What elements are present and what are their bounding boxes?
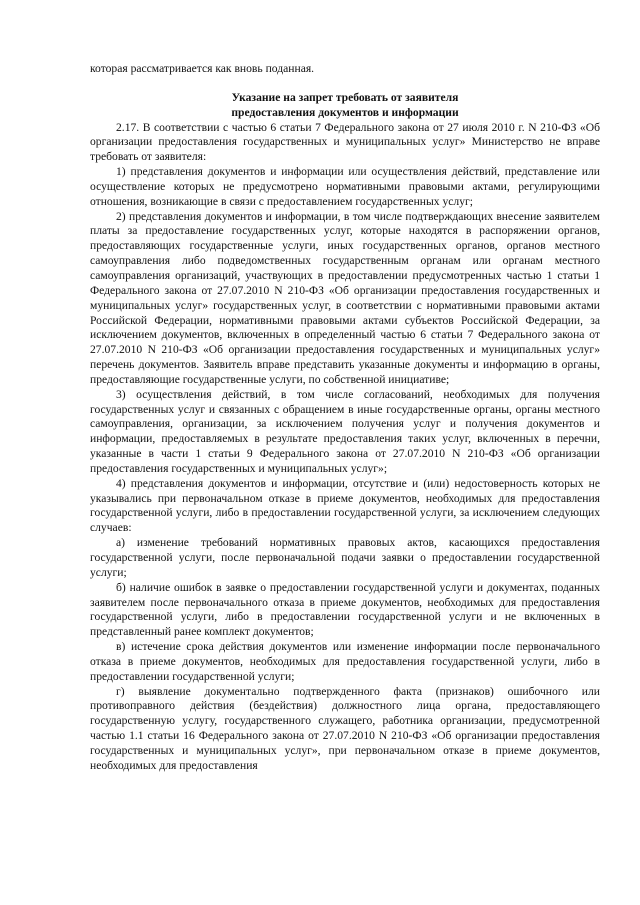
section-heading-line-1: Указание на запрет требовать от заявителя [231,90,459,104]
document-page [90,62,600,774]
lead-fragment: которая рассматривается как вновь поданная. [90,62,315,75]
list-item-4: 4) представления документов и информации, отсутствие и (или) недостоверность которых не указывались при первоначальном отказе в приеме документов, необходимых для предоставления государственной услуги, либо в предоставлении государственной услуги, за исключением следующих случаев: [90,476,600,535]
sub-item-v: в) истечение срока действия документов или изменение информации после первоначального отказа в приеме документов, необходимых для предоставления государственной услуги, либо в предоставлении государственной услуги; [90,640,600,683]
sub-item-b: б) наличие ошибок в заявке о предоставлении государственной услуги и документах, поданных заявителем после первоначального отказа в приеме документов, необходимых для предоставления государственной услуги, либо в предоставлении государственной услуги и не включенных в представленный ранее комплект документов; [90,580,600,639]
paragraph-2-17: 2.17. В соответствии с частью 6 статьи 7 Федерального закона от 27 июля 2010 г. N 210-ФЗ «Об организации предоставления государственных и муниципальных услуг» Министерство не вправе требовать от заявителя: [90,120,600,164]
sub-item-a: а) изменение требований нормативных правовых актов, касающихся предоставления государственной услуги, после первоначальной подачи заявки о предоставлении государственной услуги; [90,536,600,579]
sub-item-g: г) выявление документально подтвержденного факта (признаков) ошибочного или противоправного действия (бездействия) должностного лица органа, предоставляющего государственную услугу, государственного служащего, работника организации, предусмотренной частью 1.1 статьи 16 Федерального закона от 27.07.2010 N 210-ФЗ «Об организации предоставления государственных и муниципальных услуг», при первоначальном отказе в приеме документов, необходимых для предоставления [90,684,600,772]
list-item-3: 3) осуществления действий, в том числе согласований, необходимых для получения государственных услуг и связанных с обращением в иные государственные органы, органы местного самоуправления, организации, за исключением получения услуг и получения документов и информации, предоставляемых в результате предоставления таких услуг, включенных в перечни, указанные в части 1 статьи 9 Федерального закона от 27.07.2010 N 210-ФЗ «Об организации предоставления государственных и муниципальных услуг»; [90,387,600,475]
section-heading [90,91,600,121]
section-heading-line-2: предоставления документов и информации [231,105,459,119]
list-item-1: 1) представления документов и информации или осуществления действий, представление или осуществление которых не предусмотрено нормативными правовыми актами, регулирующими отношения, возникающие в связи с предоставлением государственных услуг; [90,165,600,208]
list-item-2: 2) представления документов и информации, в том числе подтверждающих внесение заявителем платы за предоставление государственных услуг, которые находятся в распоряжении органов, предоставляющих государственные услуги, иных государственных органов, органов местного самоуправления либо подведомственных государственным органам или органам местного самоуправления организаций, участвующих в предоставлении предусмотренных частью 1 статьи 1 Федерального закона от 27.07.2010 N 210-ФЗ «Об организации предоставления государственных и муниципальных услуг» государственных услуг, в соответствии с нормативными правовыми актами Российской Федерации, нормативными правовыми актами субъектов Российской Федерации, за исключением документов, включенных в определенный частью 6 статьи 7 Федерального закона от 27.07.2010 N 210-ФЗ «Об организации предоставления государственных и муниципальных услуг» перечень документов. Заявитель вправе представить указанные документы и информацию в органы, предоставляющие государственные услуги, по собственной инициативе; [90,209,600,386]
